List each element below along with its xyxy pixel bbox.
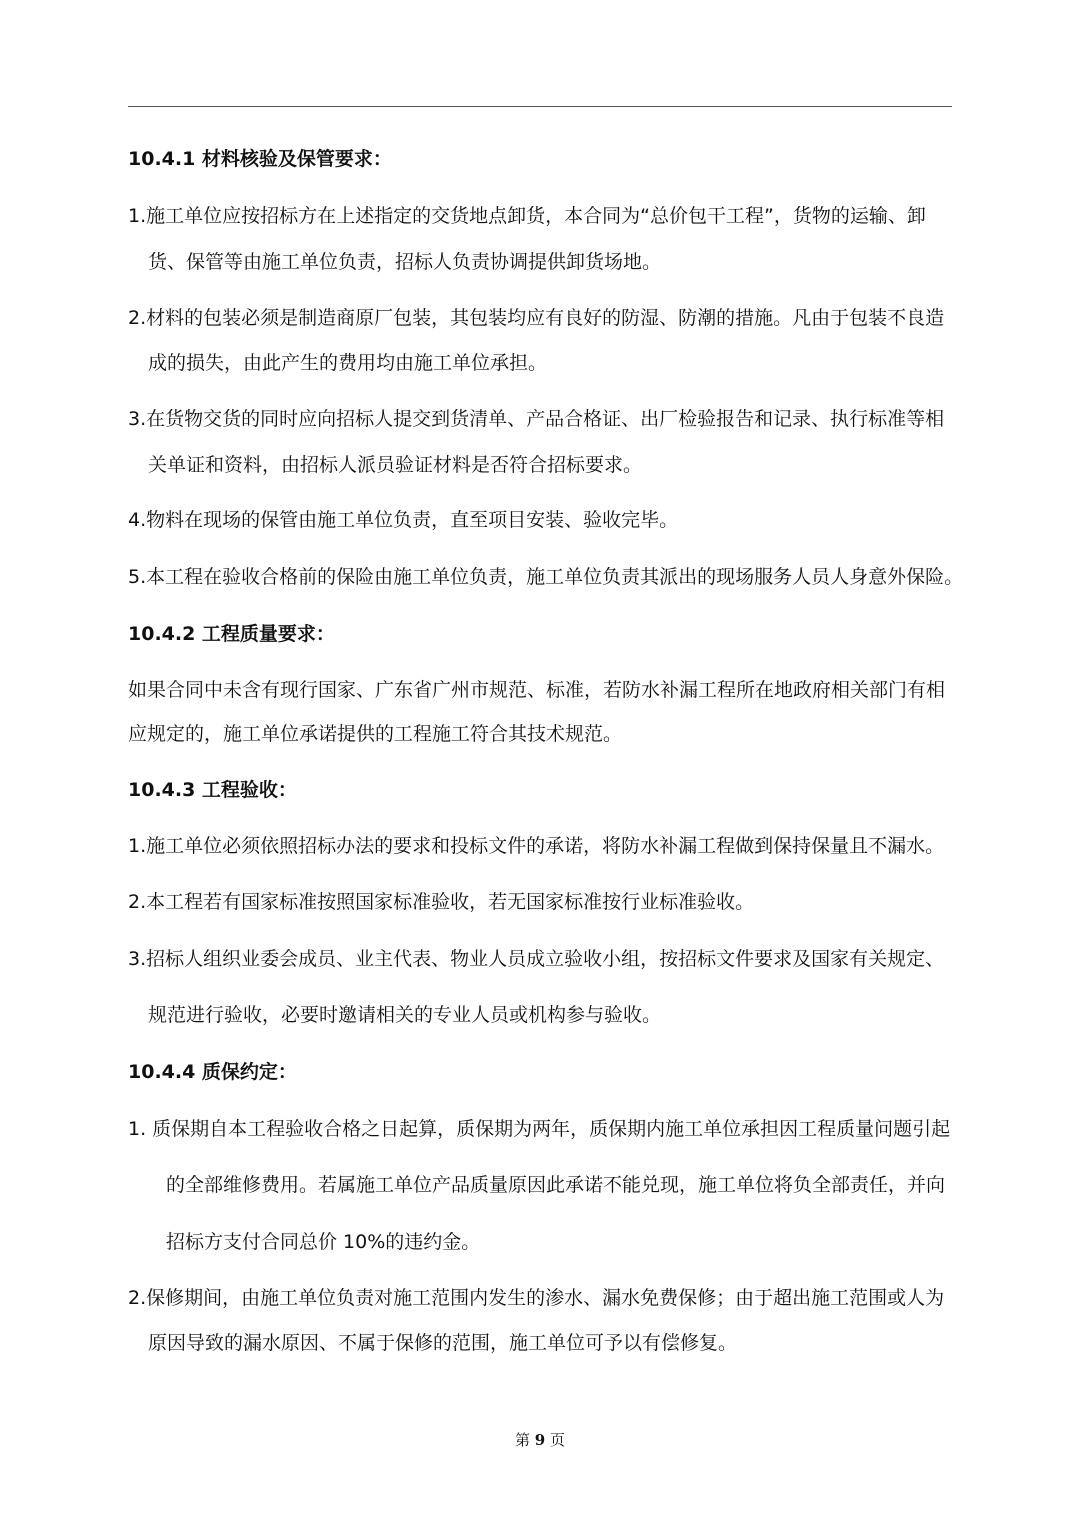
- section-heading: 10.4.2 工程质量要求：: [128, 623, 335, 645]
- paragraph-line: 2.本工程若有国家标准按照国家标准验收，若无国家标准按行业标准验收。: [128, 891, 755, 913]
- paragraph-line: 原因导致的漏水原因、不属于保修的范围，施工单位可予以有偿修复。: [148, 1332, 738, 1354]
- paragraph-line: 招标方支付合同总价 10%的违约金。: [166, 1231, 481, 1253]
- paragraph-line: 1.施工单位必须依照招标办法的要求和投标文件的承诺，将防水补漏工程做到保持保量且不漏水。: [128, 835, 945, 857]
- section-heading: 10.4.3 工程验收：: [128, 779, 297, 801]
- paragraph-line: 货、保管等由施工单位负责，招标人负责协调提供卸货场地。: [148, 251, 662, 273]
- paragraph-line: 4.物料在现场的保管由施工单位负责，直至项目安装、验收完毕。: [128, 509, 679, 531]
- page-number-suffix: 页: [550, 1431, 566, 1449]
- paragraph-line: 应规定的，施工单位承诺提供的工程施工符合其技术规范。: [128, 723, 623, 745]
- paragraph-line: 2.材料的包装必须是制造商原厂包装，其包装均应有良好的防湿、防潮的措施。凡由于包装不良造: [128, 307, 945, 329]
- paragraph-line: 3.在货物交货的同时应向招标人提交到货清单、产品合格证、出厂检验报告和记录、执行标准等相: [128, 408, 945, 430]
- page-number-value: 9: [534, 1431, 546, 1449]
- paragraph-line: 关单证和资料，由招标人派员验证材料是否符合招标要求。: [148, 454, 643, 476]
- paragraph-line: 如果合同中未含有现行国家、广东省广州市规范、标准，若防水补漏工程所在地政府相关部门有相: [128, 679, 946, 701]
- page-number: [0, 1429, 1080, 1450]
- paragraph-line: 规范进行验收，必要时邀请相关的专业人员或机构参与验收。: [148, 1004, 662, 1026]
- paragraph-line: 5.本工程在验收合格前的保险由施工单位负责，施工单位负责其派出的现场服务人员人身意外保险。: [128, 566, 964, 588]
- paragraph-line: 3.招标人组织业委会成员、业主代表、物业人员成立验收小组，按招标文件要求及国家有关规定、: [128, 948, 945, 970]
- page-number-prefix: 第: [514, 1431, 530, 1449]
- section-heading: 10.4.1 材料核验及保管要求：: [128, 148, 392, 170]
- header-rule: [128, 106, 952, 107]
- paragraph-line: 成的损失，由此产生的费用均由施工单位承担。: [148, 352, 548, 374]
- paragraph-line: 1. 质保期自本工程验收合格之日起算，质保期为两年，质保期内施工单位承担因工程质量问题引起: [128, 1118, 951, 1140]
- paragraph-line: 的全部维修费用。若属施工单位产品质量原因此承诺不能兑现，施工单位将负全部责任，并向: [166, 1174, 946, 1196]
- paragraph-line: 1.施工单位应按招标方在上述指定的交货地点卸货，本合同为“总价包干工程”，货物的运输、卸: [128, 205, 926, 227]
- section-heading: 10.4.4 质保约定：: [128, 1061, 297, 1083]
- paragraph-line: 2.保修期间，由施工单位负责对施工范围内发生的渗水、漏水免费保修；由于超出施工范围或人为: [128, 1287, 945, 1309]
